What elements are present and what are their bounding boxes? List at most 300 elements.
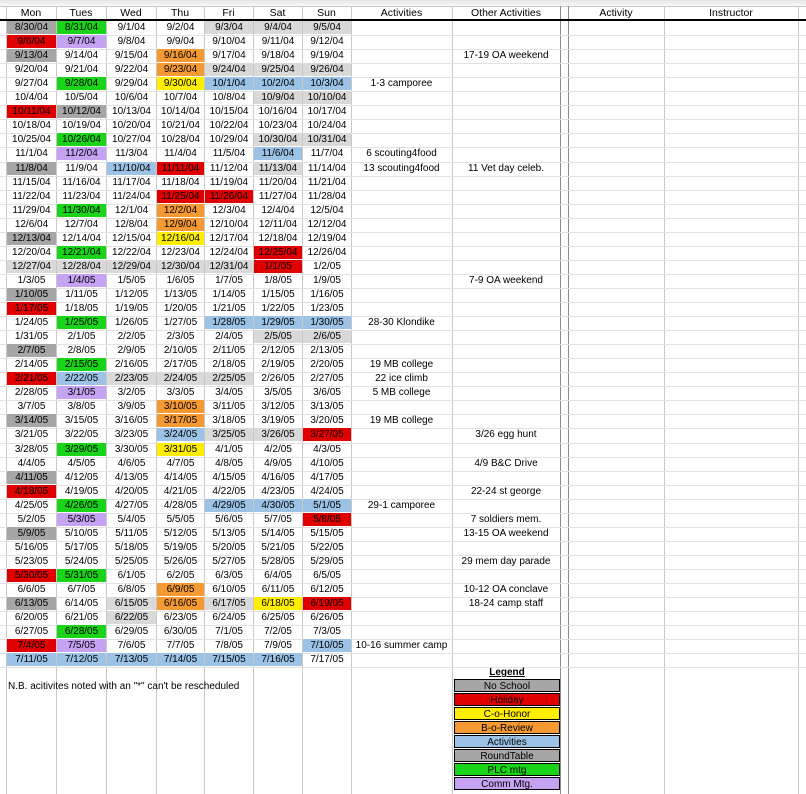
date-cell[interactable]: 6/21/05 bbox=[64, 612, 99, 623]
date-cell[interactable]: 9/29/04 bbox=[114, 78, 149, 89]
date-cell[interactable]: 2/4/05 bbox=[215, 331, 243, 342]
date-cell[interactable]: 10/7/04 bbox=[163, 92, 198, 103]
activity-cell[interactable]: 22 ice climb bbox=[375, 373, 428, 384]
date-cell[interactable]: 12/10/04 bbox=[209, 219, 249, 230]
date-cell[interactable]: 10/20/04 bbox=[112, 120, 151, 131]
legend-item[interactable]: PLC mtg bbox=[454, 763, 560, 776]
date-cell[interactable]: 4/28/05 bbox=[163, 500, 198, 511]
date-cell[interactable]: 12/15/04 bbox=[112, 233, 151, 244]
date-cell[interactable]: 10/12/04 bbox=[57, 105, 106, 118]
other-activity-cell[interactable]: 17-19 OA weekend bbox=[463, 50, 549, 61]
date-cell[interactable]: 11/5/04 bbox=[212, 148, 246, 159]
date-cell[interactable]: 11/26/04 bbox=[205, 190, 253, 203]
date-cell[interactable]: 4/5/05 bbox=[67, 458, 96, 469]
date-cell[interactable]: 3/30/05 bbox=[114, 444, 149, 455]
date-cell[interactable]: 12/18/04 bbox=[258, 233, 298, 244]
date-cell[interactable]: 6/2/05 bbox=[166, 570, 195, 581]
date-cell[interactable]: 3/31/05 bbox=[157, 443, 204, 456]
date-cell[interactable]: 5/20/05 bbox=[212, 542, 246, 553]
date-cell[interactable]: 7/4/05 bbox=[7, 639, 56, 652]
date-cell[interactable]: 10/3/04 bbox=[303, 77, 351, 90]
date-cell[interactable]: 6/12/05 bbox=[310, 584, 344, 595]
date-cell[interactable]: 3/24/05 bbox=[157, 428, 204, 441]
date-cell[interactable]: 12/5/04 bbox=[310, 205, 344, 216]
date-cell[interactable]: 11/29/04 bbox=[12, 205, 51, 216]
date-cell[interactable]: 4/18/05 bbox=[7, 485, 56, 498]
legend-item[interactable]: C-o-Honor bbox=[454, 707, 560, 720]
date-cell[interactable]: 6/6/05 bbox=[17, 584, 46, 595]
date-cell[interactable]: 11/27/04 bbox=[258, 191, 298, 202]
date-cell[interactable]: 4/6/05 bbox=[117, 458, 146, 469]
date-cell[interactable]: 2/26/05 bbox=[261, 373, 295, 384]
date-cell[interactable]: 12/3/04 bbox=[212, 205, 246, 216]
date-cell[interactable]: 5/5/05 bbox=[166, 514, 195, 525]
date-cell[interactable]: 7/10/05 bbox=[303, 639, 351, 652]
date-cell[interactable]: 5/3/05 bbox=[57, 513, 106, 526]
date-cell[interactable]: 1/31/05 bbox=[14, 331, 49, 342]
date-cell[interactable]: 4/10/05 bbox=[310, 458, 344, 469]
date-cell[interactable]: 2/9/05 bbox=[117, 345, 146, 356]
date-cell[interactable]: 12/28/04 bbox=[57, 260, 106, 273]
legend-title[interactable]: Legend bbox=[489, 667, 525, 678]
date-cell[interactable]: 2/19/05 bbox=[261, 359, 295, 370]
date-cell[interactable]: 4/17/05 bbox=[310, 472, 344, 483]
date-cell[interactable]: 2/6/05 bbox=[303, 330, 351, 343]
date-cell[interactable]: 6/25/05 bbox=[261, 612, 295, 623]
date-cell[interactable]: 4/12/05 bbox=[64, 472, 99, 483]
date-cell[interactable]: 1/1/05 bbox=[254, 260, 302, 273]
legend-item[interactable]: Comm Mtg. bbox=[454, 777, 560, 790]
date-cell[interactable]: 12/9/04 bbox=[157, 218, 204, 231]
other-activity-cell[interactable]: 7-9 OA weekend bbox=[469, 275, 543, 286]
date-cell[interactable]: 1/10/05 bbox=[7, 288, 56, 301]
other-activity-cell[interactable]: 10-12 OA conclave bbox=[463, 584, 549, 595]
date-cell[interactable]: 12/19/04 bbox=[307, 233, 347, 244]
date-cell[interactable]: 3/19/05 bbox=[261, 415, 295, 426]
date-cell[interactable]: 2/21/05 bbox=[7, 372, 56, 385]
date-cell[interactable]: 5/25/05 bbox=[114, 556, 149, 567]
date-cell[interactable]: 2/18/05 bbox=[212, 359, 246, 370]
date-cell[interactable]: 7/17/05 bbox=[310, 654, 344, 665]
activity-cell[interactable]: 28-30 Klondike bbox=[368, 317, 435, 328]
activity-cell[interactable]: 29-1 camporee bbox=[367, 500, 436, 511]
date-cell[interactable]: 11/2/04 bbox=[57, 147, 106, 160]
legend-item[interactable]: No School bbox=[454, 679, 560, 692]
date-cell[interactable]: 11/28/04 bbox=[307, 191, 347, 202]
date-cell[interactable]: 1/30/05 bbox=[303, 316, 351, 329]
date-cell[interactable]: 1/5/05 bbox=[117, 275, 146, 286]
date-cell[interactable]: 6/1/05 bbox=[117, 570, 146, 581]
activity-cell[interactable]: 5 MB college bbox=[372, 387, 431, 398]
date-cell[interactable]: 5/1/05 bbox=[303, 499, 351, 512]
header-tue[interactable]: Tues bbox=[69, 7, 93, 19]
date-cell[interactable]: 6/17/05 bbox=[205, 597, 253, 610]
date-cell[interactable]: 5/18/05 bbox=[114, 542, 149, 553]
date-cell[interactable]: 5/31/05 bbox=[57, 569, 106, 582]
date-cell[interactable]: 9/27/04 bbox=[14, 78, 49, 89]
date-cell[interactable]: 12/21/04 bbox=[57, 246, 106, 259]
date-cell[interactable]: 3/4/05 bbox=[215, 387, 243, 398]
date-cell[interactable]: 1/20/05 bbox=[163, 303, 198, 314]
date-cell[interactable]: 11/25/04 bbox=[157, 190, 204, 203]
date-cell[interactable]: 3/18/05 bbox=[212, 415, 246, 426]
date-cell[interactable]: 9/13/04 bbox=[7, 49, 56, 62]
date-cell[interactable]: 3/26/05 bbox=[254, 428, 302, 441]
date-cell[interactable]: 9/10/04 bbox=[212, 36, 246, 47]
header-sat[interactable]: Sat bbox=[269, 7, 286, 19]
date-cell[interactable]: 5/22/05 bbox=[310, 542, 344, 553]
date-cell[interactable]: 2/23/05 bbox=[107, 372, 156, 385]
date-cell[interactable]: 3/11/05 bbox=[212, 401, 246, 412]
date-cell[interactable]: 6/30/05 bbox=[163, 626, 198, 637]
date-cell[interactable]: 9/25/04 bbox=[254, 63, 302, 76]
date-cell[interactable]: 9/4/04 bbox=[254, 21, 302, 34]
date-cell[interactable]: 12/8/04 bbox=[114, 219, 149, 230]
date-cell[interactable]: 5/9/05 bbox=[7, 527, 56, 540]
date-cell[interactable]: 11/6/04 bbox=[254, 147, 302, 160]
date-cell[interactable]: 7/7/05 bbox=[166, 640, 195, 651]
date-cell[interactable]: 10/6/04 bbox=[114, 92, 149, 103]
date-cell[interactable]: 9/30/04 bbox=[157, 77, 204, 90]
date-cell[interactable]: 5/17/05 bbox=[64, 542, 99, 553]
date-cell[interactable]: 7/9/05 bbox=[264, 640, 292, 651]
date-cell[interactable]: 6/23/05 bbox=[163, 612, 198, 623]
date-cell[interactable]: 2/13/05 bbox=[310, 345, 344, 356]
date-cell[interactable]: 10/14/04 bbox=[161, 106, 200, 117]
other-activity-cell[interactable]: 29 mem day parade bbox=[461, 556, 551, 567]
date-cell[interactable]: 2/3/05 bbox=[166, 331, 195, 342]
date-cell[interactable]: 6/15/05 bbox=[107, 597, 156, 610]
date-cell[interactable]: 11/14/04 bbox=[307, 163, 347, 174]
date-cell[interactable]: 1/16/05 bbox=[310, 289, 344, 300]
date-cell[interactable]: 3/10/05 bbox=[157, 400, 204, 413]
date-cell[interactable]: 5/14/05 bbox=[261, 528, 295, 539]
date-cell[interactable]: 11/30/04 bbox=[57, 204, 106, 217]
date-cell[interactable]: 5/28/05 bbox=[261, 556, 295, 567]
date-cell[interactable]: 4/8/05 bbox=[215, 458, 243, 469]
date-cell[interactable]: 7/16/05 bbox=[254, 653, 302, 666]
date-cell[interactable]: 4/2/05 bbox=[264, 444, 292, 455]
date-cell[interactable]: 10/2/04 bbox=[254, 77, 302, 90]
date-cell[interactable]: 10/19/04 bbox=[62, 120, 101, 131]
date-cell[interactable]: 9/26/04 bbox=[303, 63, 351, 76]
date-cell[interactable]: 5/16/05 bbox=[14, 542, 49, 553]
activity-cell[interactable]: 13 scouting4food bbox=[363, 163, 440, 174]
date-cell[interactable]: 9/24/04 bbox=[205, 63, 253, 76]
reschedule-note[interactable]: N.B. acitivites noted with an "*" can't be rescheduled bbox=[8, 681, 240, 692]
date-cell[interactable]: 4/7/05 bbox=[166, 458, 195, 469]
date-cell[interactable]: 9/11/04 bbox=[261, 36, 295, 47]
date-cell[interactable]: 11/16/04 bbox=[62, 177, 101, 188]
date-cell[interactable]: 9/8/04 bbox=[117, 36, 146, 47]
date-cell[interactable]: 9/19/04 bbox=[310, 50, 344, 61]
date-cell[interactable]: 1/9/05 bbox=[313, 275, 341, 286]
date-cell[interactable]: 10/21/04 bbox=[161, 120, 200, 131]
date-cell[interactable]: 9/28/04 bbox=[57, 77, 106, 90]
date-cell[interactable]: 11/4/04 bbox=[164, 148, 197, 159]
date-cell[interactable]: 7/5/05 bbox=[57, 639, 106, 652]
date-cell[interactable]: 7/14/05 bbox=[157, 653, 204, 666]
header-thu[interactable]: Thu bbox=[170, 7, 190, 19]
date-cell[interactable]: 1/8/05 bbox=[264, 275, 292, 286]
date-cell[interactable]: 3/1/05 bbox=[57, 386, 106, 399]
date-cell[interactable]: 3/14/05 bbox=[7, 414, 56, 427]
activity-cell[interactable]: 10-16 summer camp bbox=[355, 640, 448, 651]
date-cell[interactable]: 6/24/05 bbox=[212, 612, 246, 623]
date-cell[interactable]: 6/9/05 bbox=[157, 583, 204, 596]
date-cell[interactable]: 6/26/05 bbox=[310, 612, 344, 623]
date-cell[interactable]: 9/21/04 bbox=[64, 64, 99, 75]
date-cell[interactable]: 5/27/05 bbox=[212, 556, 246, 567]
date-cell[interactable]: 9/23/04 bbox=[157, 63, 204, 76]
date-cell[interactable]: 10/16/04 bbox=[258, 106, 298, 117]
date-cell[interactable]: 1/13/05 bbox=[163, 289, 198, 300]
date-cell[interactable]: 12/29/04 bbox=[107, 260, 156, 273]
date-cell[interactable]: 2/22/05 bbox=[57, 372, 106, 385]
date-cell[interactable]: 9/6/04 bbox=[7, 35, 56, 48]
date-cell[interactable]: 7/8/05 bbox=[215, 640, 243, 651]
date-cell[interactable]: 6/13/05 bbox=[7, 597, 56, 610]
header-activities[interactable]: Activities bbox=[380, 7, 423, 19]
header-other-activities[interactable]: Other Activities bbox=[470, 7, 542, 19]
date-cell[interactable]: 11/12/04 bbox=[209, 163, 249, 174]
date-cell[interactable]: 2/24/05 bbox=[157, 372, 204, 385]
date-cell[interactable]: 12/6/04 bbox=[14, 219, 49, 230]
date-cell[interactable]: 2/5/05 bbox=[254, 330, 302, 343]
date-cell[interactable]: 1/27/05 bbox=[163, 317, 198, 328]
date-cell[interactable]: 5/8/05 bbox=[303, 513, 351, 526]
date-cell[interactable]: 3/17/05 bbox=[157, 414, 204, 427]
date-cell[interactable]: 12/11/04 bbox=[258, 219, 298, 230]
header-sun[interactable]: Sun bbox=[317, 7, 336, 19]
date-cell[interactable]: 6/11/05 bbox=[261, 584, 295, 595]
date-cell[interactable]: 3/12/05 bbox=[261, 401, 295, 412]
date-cell[interactable]: 7/6/05 bbox=[117, 640, 146, 651]
date-cell[interactable]: 5/4/05 bbox=[117, 514, 146, 525]
date-cell[interactable]: 12/23/04 bbox=[161, 247, 200, 258]
date-cell[interactable]: 1/25/05 bbox=[57, 316, 106, 329]
date-cell[interactable]: 12/22/04 bbox=[112, 247, 151, 258]
date-cell[interactable]: 3/5/05 bbox=[264, 387, 292, 398]
date-cell[interactable]: 10/5/04 bbox=[64, 92, 99, 103]
date-cell[interactable]: 8/31/04 bbox=[57, 21, 106, 34]
other-activity-cell[interactable]: 11 Vet day celeb. bbox=[468, 163, 544, 174]
date-cell[interactable]: 11/22/04 bbox=[12, 191, 51, 202]
date-cell[interactable]: 2/25/05 bbox=[205, 372, 253, 385]
activity-cell[interactable]: 1-3 camporee bbox=[370, 78, 433, 89]
date-cell[interactable]: 7/3/05 bbox=[313, 626, 341, 637]
date-cell[interactable]: 8/30/04 bbox=[7, 21, 56, 34]
date-cell[interactable]: 5/15/05 bbox=[310, 528, 344, 539]
date-cell[interactable]: 3/13/05 bbox=[310, 401, 344, 412]
date-cell[interactable]: 4/15/05 bbox=[212, 472, 246, 483]
date-cell[interactable]: 9/18/04 bbox=[261, 50, 295, 61]
date-cell[interactable]: 3/23/05 bbox=[114, 429, 149, 440]
date-cell[interactable]: 1/19/05 bbox=[114, 303, 149, 314]
date-cell[interactable]: 6/3/05 bbox=[215, 570, 243, 581]
date-cell[interactable]: 1/11/05 bbox=[65, 289, 98, 300]
date-cell[interactable]: 2/16/05 bbox=[114, 359, 149, 370]
date-cell[interactable]: 5/7/05 bbox=[264, 514, 292, 525]
date-cell[interactable]: 2/11/05 bbox=[212, 345, 246, 356]
date-cell[interactable]: 12/17/04 bbox=[209, 233, 249, 244]
date-cell[interactable]: 7/12/05 bbox=[57, 653, 106, 666]
date-cell[interactable]: 6/28/05 bbox=[57, 625, 106, 638]
date-cell[interactable]: 11/10/04 bbox=[107, 162, 156, 175]
header-mon[interactable]: Mon bbox=[20, 7, 42, 19]
date-cell[interactable]: 9/17/04 bbox=[212, 50, 246, 61]
date-cell[interactable]: 12/27/04 bbox=[7, 260, 56, 273]
date-cell[interactable]: 5/23/05 bbox=[14, 556, 49, 567]
date-cell[interactable]: 9/1/04 bbox=[117, 22, 146, 33]
date-cell[interactable]: 3/9/05 bbox=[117, 401, 146, 412]
date-cell[interactable]: 5/2/05 bbox=[17, 514, 46, 525]
date-cell[interactable]: 11/8/04 bbox=[7, 162, 56, 175]
date-cell[interactable]: 6/16/05 bbox=[157, 597, 204, 610]
date-cell[interactable]: 11/3/04 bbox=[115, 148, 148, 159]
date-cell[interactable]: 1/28/05 bbox=[205, 316, 253, 329]
date-cell[interactable]: 4/3/05 bbox=[313, 444, 341, 455]
date-cell[interactable]: 10/18/04 bbox=[12, 120, 51, 131]
date-cell[interactable]: 6/4/05 bbox=[264, 570, 292, 581]
date-cell[interactable]: 9/9/04 bbox=[166, 36, 195, 47]
date-cell[interactable]: 6/10/05 bbox=[212, 584, 246, 595]
date-cell[interactable]: 1/22/05 bbox=[261, 303, 295, 314]
date-cell[interactable]: 6/14/05 bbox=[64, 598, 99, 609]
date-cell[interactable]: 10/26/04 bbox=[57, 133, 106, 146]
date-cell[interactable]: 9/3/04 bbox=[205, 21, 253, 34]
date-cell[interactable]: 1/29/05 bbox=[254, 316, 302, 329]
date-cell[interactable]: 11/19/04 bbox=[209, 177, 249, 188]
date-cell[interactable]: 9/15/04 bbox=[114, 50, 149, 61]
date-cell[interactable]: 1/21/05 bbox=[212, 303, 246, 314]
date-cell[interactable]: 2/8/05 bbox=[67, 345, 96, 356]
date-cell[interactable]: 10/8/04 bbox=[212, 92, 246, 103]
date-cell[interactable]: 2/28/05 bbox=[14, 387, 49, 398]
date-cell[interactable]: 12/26/04 bbox=[307, 247, 347, 258]
date-cell[interactable]: 12/4/04 bbox=[261, 205, 295, 216]
other-activity-cell[interactable]: 13-15 OA weekend bbox=[463, 528, 549, 539]
other-activity-cell[interactable]: 7 soldiers mem. bbox=[470, 514, 542, 525]
date-cell[interactable]: 3/22/05 bbox=[64, 429, 99, 440]
date-cell[interactable]: 5/19/05 bbox=[163, 542, 198, 553]
date-cell[interactable]: 10/17/04 bbox=[307, 106, 347, 117]
date-cell[interactable]: 9/22/04 bbox=[114, 64, 149, 75]
date-cell[interactable]: 11/20/04 bbox=[258, 177, 298, 188]
date-cell[interactable]: 2/7/05 bbox=[7, 344, 56, 357]
date-cell[interactable]: 10/22/04 bbox=[209, 120, 249, 131]
date-cell[interactable]: 12/1/04 bbox=[114, 205, 149, 216]
date-cell[interactable]: 7/11/05 bbox=[7, 653, 56, 666]
date-cell[interactable]: 12/31/04 bbox=[205, 260, 253, 273]
date-cell[interactable]: 4/1/05 bbox=[215, 444, 243, 455]
date-cell[interactable]: 2/14/05 bbox=[14, 359, 49, 370]
date-cell[interactable]: 2/27/05 bbox=[310, 373, 344, 384]
date-cell[interactable]: 11/18/04 bbox=[161, 177, 200, 188]
date-cell[interactable]: 12/16/04 bbox=[157, 232, 204, 245]
date-cell[interactable]: 3/8/05 bbox=[67, 401, 96, 412]
date-cell[interactable]: 1/18/05 bbox=[64, 303, 99, 314]
date-cell[interactable]: 4/22/05 bbox=[212, 486, 246, 497]
date-cell[interactable]: 3/25/05 bbox=[205, 428, 253, 441]
date-cell[interactable]: 2/20/05 bbox=[310, 359, 344, 370]
date-cell[interactable]: 6/18/05 bbox=[254, 597, 302, 610]
date-cell[interactable]: 6/7/05 bbox=[67, 584, 96, 595]
header-activity[interactable]: Activity bbox=[599, 7, 633, 19]
date-cell[interactable]: 6/5/05 bbox=[313, 570, 341, 581]
date-cell[interactable]: 4/27/05 bbox=[114, 500, 149, 511]
date-cell[interactable]: 2/1/05 bbox=[67, 331, 96, 342]
date-cell[interactable]: 5/10/05 bbox=[64, 528, 99, 539]
date-cell[interactable]: 11/13/04 bbox=[254, 162, 302, 175]
date-cell[interactable]: 5/13/05 bbox=[212, 528, 246, 539]
date-cell[interactable]: 10/10/04 bbox=[303, 91, 351, 104]
date-cell[interactable]: 1/12/05 bbox=[114, 289, 149, 300]
date-cell[interactable]: 12/14/04 bbox=[62, 233, 101, 244]
date-cell[interactable]: 12/20/04 bbox=[12, 247, 51, 258]
date-cell[interactable]: 1/26/05 bbox=[114, 317, 149, 328]
date-cell[interactable]: 10/4/04 bbox=[14, 92, 49, 103]
date-cell[interactable]: 11/1/04 bbox=[15, 148, 48, 159]
date-cell[interactable]: 3/6/05 bbox=[313, 387, 341, 398]
date-cell[interactable]: 1/15/05 bbox=[261, 289, 295, 300]
date-cell[interactable]: 10/23/04 bbox=[258, 120, 298, 131]
date-cell[interactable]: 11/15/04 bbox=[12, 177, 51, 188]
date-cell[interactable]: 2/12/05 bbox=[261, 345, 295, 356]
date-cell[interactable]: 12/7/04 bbox=[64, 219, 99, 230]
date-cell[interactable]: 12/13/04 bbox=[7, 232, 56, 245]
date-cell[interactable]: 9/7/04 bbox=[57, 35, 106, 48]
date-cell[interactable]: 1/17/05 bbox=[7, 302, 56, 315]
date-cell[interactable]: 10/1/04 bbox=[205, 77, 253, 90]
date-cell[interactable]: 10/28/04 bbox=[161, 134, 200, 145]
date-cell[interactable]: 5/21/05 bbox=[261, 542, 295, 553]
date-cell[interactable]: 7/13/05 bbox=[107, 653, 156, 666]
date-cell[interactable]: 4/19/05 bbox=[64, 486, 99, 497]
date-cell[interactable]: 6/29/05 bbox=[114, 626, 149, 637]
date-cell[interactable]: 7/1/05 bbox=[215, 626, 243, 637]
date-cell[interactable]: 4/23/05 bbox=[261, 486, 295, 497]
date-cell[interactable]: 12/2/04 bbox=[157, 204, 204, 217]
date-cell[interactable]: 11/17/04 bbox=[112, 177, 151, 188]
activity-cell[interactable]: 6 scouting4food bbox=[366, 148, 437, 159]
date-cell[interactable]: 6/27/05 bbox=[14, 626, 49, 637]
other-activity-cell[interactable]: 4/9 B&C Drive bbox=[474, 458, 538, 469]
date-cell[interactable]: 4/24/05 bbox=[310, 486, 344, 497]
date-cell[interactable]: 1/23/05 bbox=[310, 303, 344, 314]
date-cell[interactable]: 10/27/04 bbox=[112, 134, 151, 145]
date-cell[interactable]: 2/10/05 bbox=[163, 345, 198, 356]
header-fri[interactable]: Fri bbox=[222, 7, 235, 19]
date-cell[interactable]: 4/25/05 bbox=[14, 500, 49, 511]
date-cell[interactable]: 9/14/04 bbox=[64, 50, 99, 61]
date-cell[interactable]: 7/2/05 bbox=[264, 626, 292, 637]
date-cell[interactable]: 12/25/04 bbox=[254, 246, 302, 259]
date-cell[interactable]: 2/17/05 bbox=[163, 359, 198, 370]
activity-cell[interactable]: 19 MB college bbox=[369, 415, 434, 426]
date-cell[interactable]: 7/15/05 bbox=[205, 653, 253, 666]
other-activity-cell[interactable]: 22-24 st george bbox=[470, 486, 542, 497]
date-cell[interactable]: 6/19/05 bbox=[303, 597, 351, 610]
date-cell[interactable]: 3/2/05 bbox=[117, 387, 146, 398]
date-cell[interactable]: 1/4/05 bbox=[57, 274, 106, 287]
date-cell[interactable]: 3/28/05 bbox=[14, 444, 49, 455]
date-cell[interactable]: 5/26/05 bbox=[163, 556, 198, 567]
date-cell[interactable]: 9/5/04 bbox=[303, 21, 351, 34]
date-cell[interactable]: 2/15/05 bbox=[57, 358, 106, 371]
date-cell[interactable]: 4/29/05 bbox=[205, 499, 253, 512]
date-cell[interactable]: 4/11/05 bbox=[7, 471, 56, 484]
